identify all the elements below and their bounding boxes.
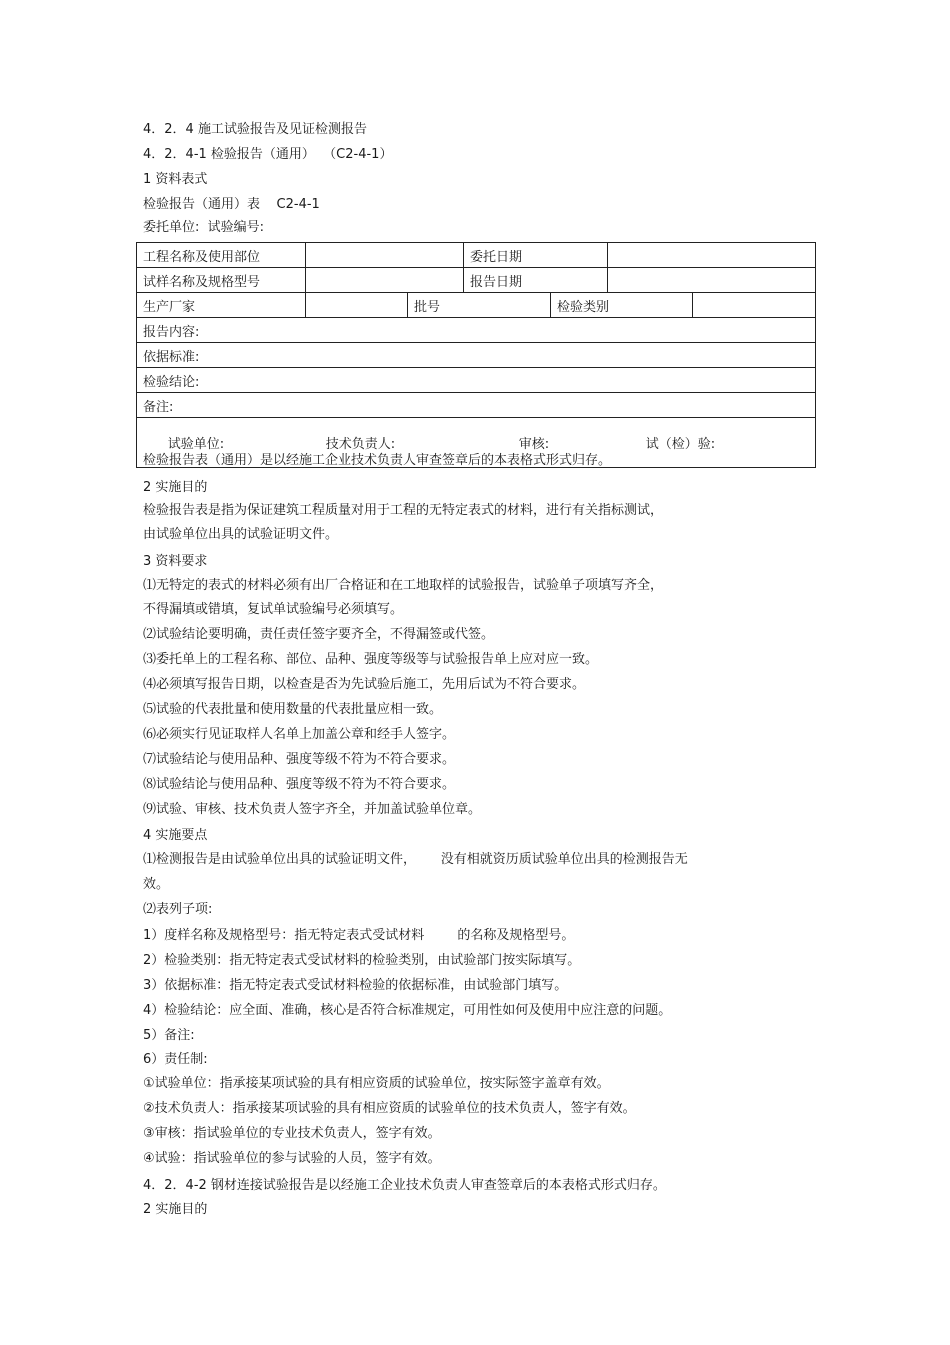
form-note: 检验报告表（通用）是以经施工企业技术负责人审查签章后的本表格式形式归存。 [143,453,612,468]
section-title: 4．2．4 施工试验报告及见证检测报告 [143,122,367,137]
inspection-report-form [136,242,816,468]
requirement-item: ⑼试验、审核、技术负责人签字齐全，并加盖试验单位章。 [143,802,482,817]
requirement-item: ⑺试验结论与使用品种、强度等级不符为不符合要求。 [143,752,456,767]
inspection-type-value[interactable] [693,293,816,318]
requirement-item: ⑷必须填写报告日期，以检查是否为先试验后施工，先用后试为不符合要求。 [143,677,586,692]
report-date-value[interactable] [608,268,816,293]
sign-review: 审核: [518,437,550,452]
key-points-heading: 4 实施要点 [143,828,208,843]
key-point-item: ①试验单位：指承接某项试验的具有相应资质的试验单位，按实际签字盖章有效。 [143,1076,610,1091]
purpose-text-2: 由试验单位出具的试验证明文件。 [143,527,339,542]
report-content-field[interactable]: 报告内容: [137,318,816,343]
requirement-item: ⑸试验的代表批量和使用数量的代表批量应相一致。 [143,702,443,717]
remarks-field[interactable]: 备注: [137,393,816,418]
requirement-item: ⑹必须实行见证取样人名单上加盖公章和经手人签字。 [143,727,456,742]
key-point-item: 3）依据标准：指无特定表式受试材料检验的依据标准，由试验部门填写。 [143,978,568,993]
client-line: 委托单位: 试验编号: [143,220,265,235]
key-point-item: 效。 [143,877,170,892]
form-row-project [137,243,816,268]
key-point-item: ②技术负责人：指承接某项试验的具有相应资质的试验单位的技术负责人，签字有效。 [143,1101,636,1116]
sample-name-value[interactable] [306,268,464,293]
key-point-item: ⑴检测报告是由试验单位出具的试验证明文件， 没有相就资历质试验单位出具的检测报告无 [143,852,688,867]
key-point-item: 4）检验结论：应全面、准确，核心是否符合标准规定，可用性如何及使用中应注意的问题。 [143,1003,672,1018]
project-name-value[interactable] [306,243,464,268]
form-name: 检验报告（通用）表 C2-4-1 [143,197,320,212]
footer-line-2: 2 实施目的 [143,1202,208,1217]
entrust-date-label: 委托日期 [464,243,608,268]
sign-test: 试（检）验: [645,437,716,452]
sign-tech: 技术负责人: [325,437,396,452]
requirement-item: 不得漏填或错填，复试单试验编号必须填写。 [143,602,404,617]
footer-line-1: 4．2．4-2 钢材连接试验报告是以经施工企业技术负责人审查签章后的本表格式形式归存。 [143,1178,666,1193]
inspection-type-label: 检验类别 [551,293,693,318]
requirement-item: ⑴无特定的表式的材料必须有出厂合格证和在工地取样的试验报告，试验单子项填写齐全， [143,578,664,593]
requirement-item: ⑶委托单上的工程名称、部位、品种、强度等级等与试验报告单上应对应一致。 [143,652,599,667]
requirement-item: ⑻试验结论与使用品种、强度等级不符为不符合要求。 [143,777,456,792]
key-point-item: 6）责任制: [143,1052,208,1067]
key-point-item: ③审核：指试验单位的专业技术负责人，签字有效。 [143,1126,441,1141]
requirement-item: ⑵试验结论要明确，责任责任签字要齐全，不得漏签或代签。 [143,627,495,642]
sign-unit: 试验单位: [167,437,225,452]
key-point-item: ⑵表列子项: [143,902,213,917]
sample-name-label: 试样名称及规格型号 [137,268,306,293]
project-name-label: 工程名称及使用部位 [137,243,306,268]
standard-field[interactable]: 依据标准: [137,343,816,368]
subsection-title: 4．2．4-1 检验报告（通用） （C2-4-1） [143,147,393,162]
manufacturer-value[interactable] [306,293,408,318]
key-point-item: 5）备注: [143,1028,195,1043]
key-point-item: 1）度样名称及规格型号：指无特定表式受试材料 的名称及规格型号。 [143,928,575,943]
purpose-text-1: 检验报告表是指为保证建筑工程质量对用于工程的无特定表式的材料，进行有关指标测试， [143,503,664,518]
conclusion-field[interactable]: 检验结论: [137,368,816,393]
batch-label: 批号 [408,293,551,318]
item1-heading: 1 资料表式 [143,172,208,187]
report-date-label: 报告日期 [464,268,608,293]
form-row-manufacturer [137,293,816,318]
entrust-date-value[interactable] [608,243,816,268]
purpose-heading: 2 实施目的 [143,480,208,495]
form-row-sample [137,268,816,293]
key-point-item: 2）检验类别：指无特定表式受试材料的检验类别，由试验部门按实际填写。 [143,953,581,968]
manufacturer-label: 生产厂家 [137,293,306,318]
key-point-item: ④试验：指试验单位的参与试验的人员，签字有效。 [143,1151,441,1166]
requirements-heading: 3 资料要求 [143,554,208,569]
